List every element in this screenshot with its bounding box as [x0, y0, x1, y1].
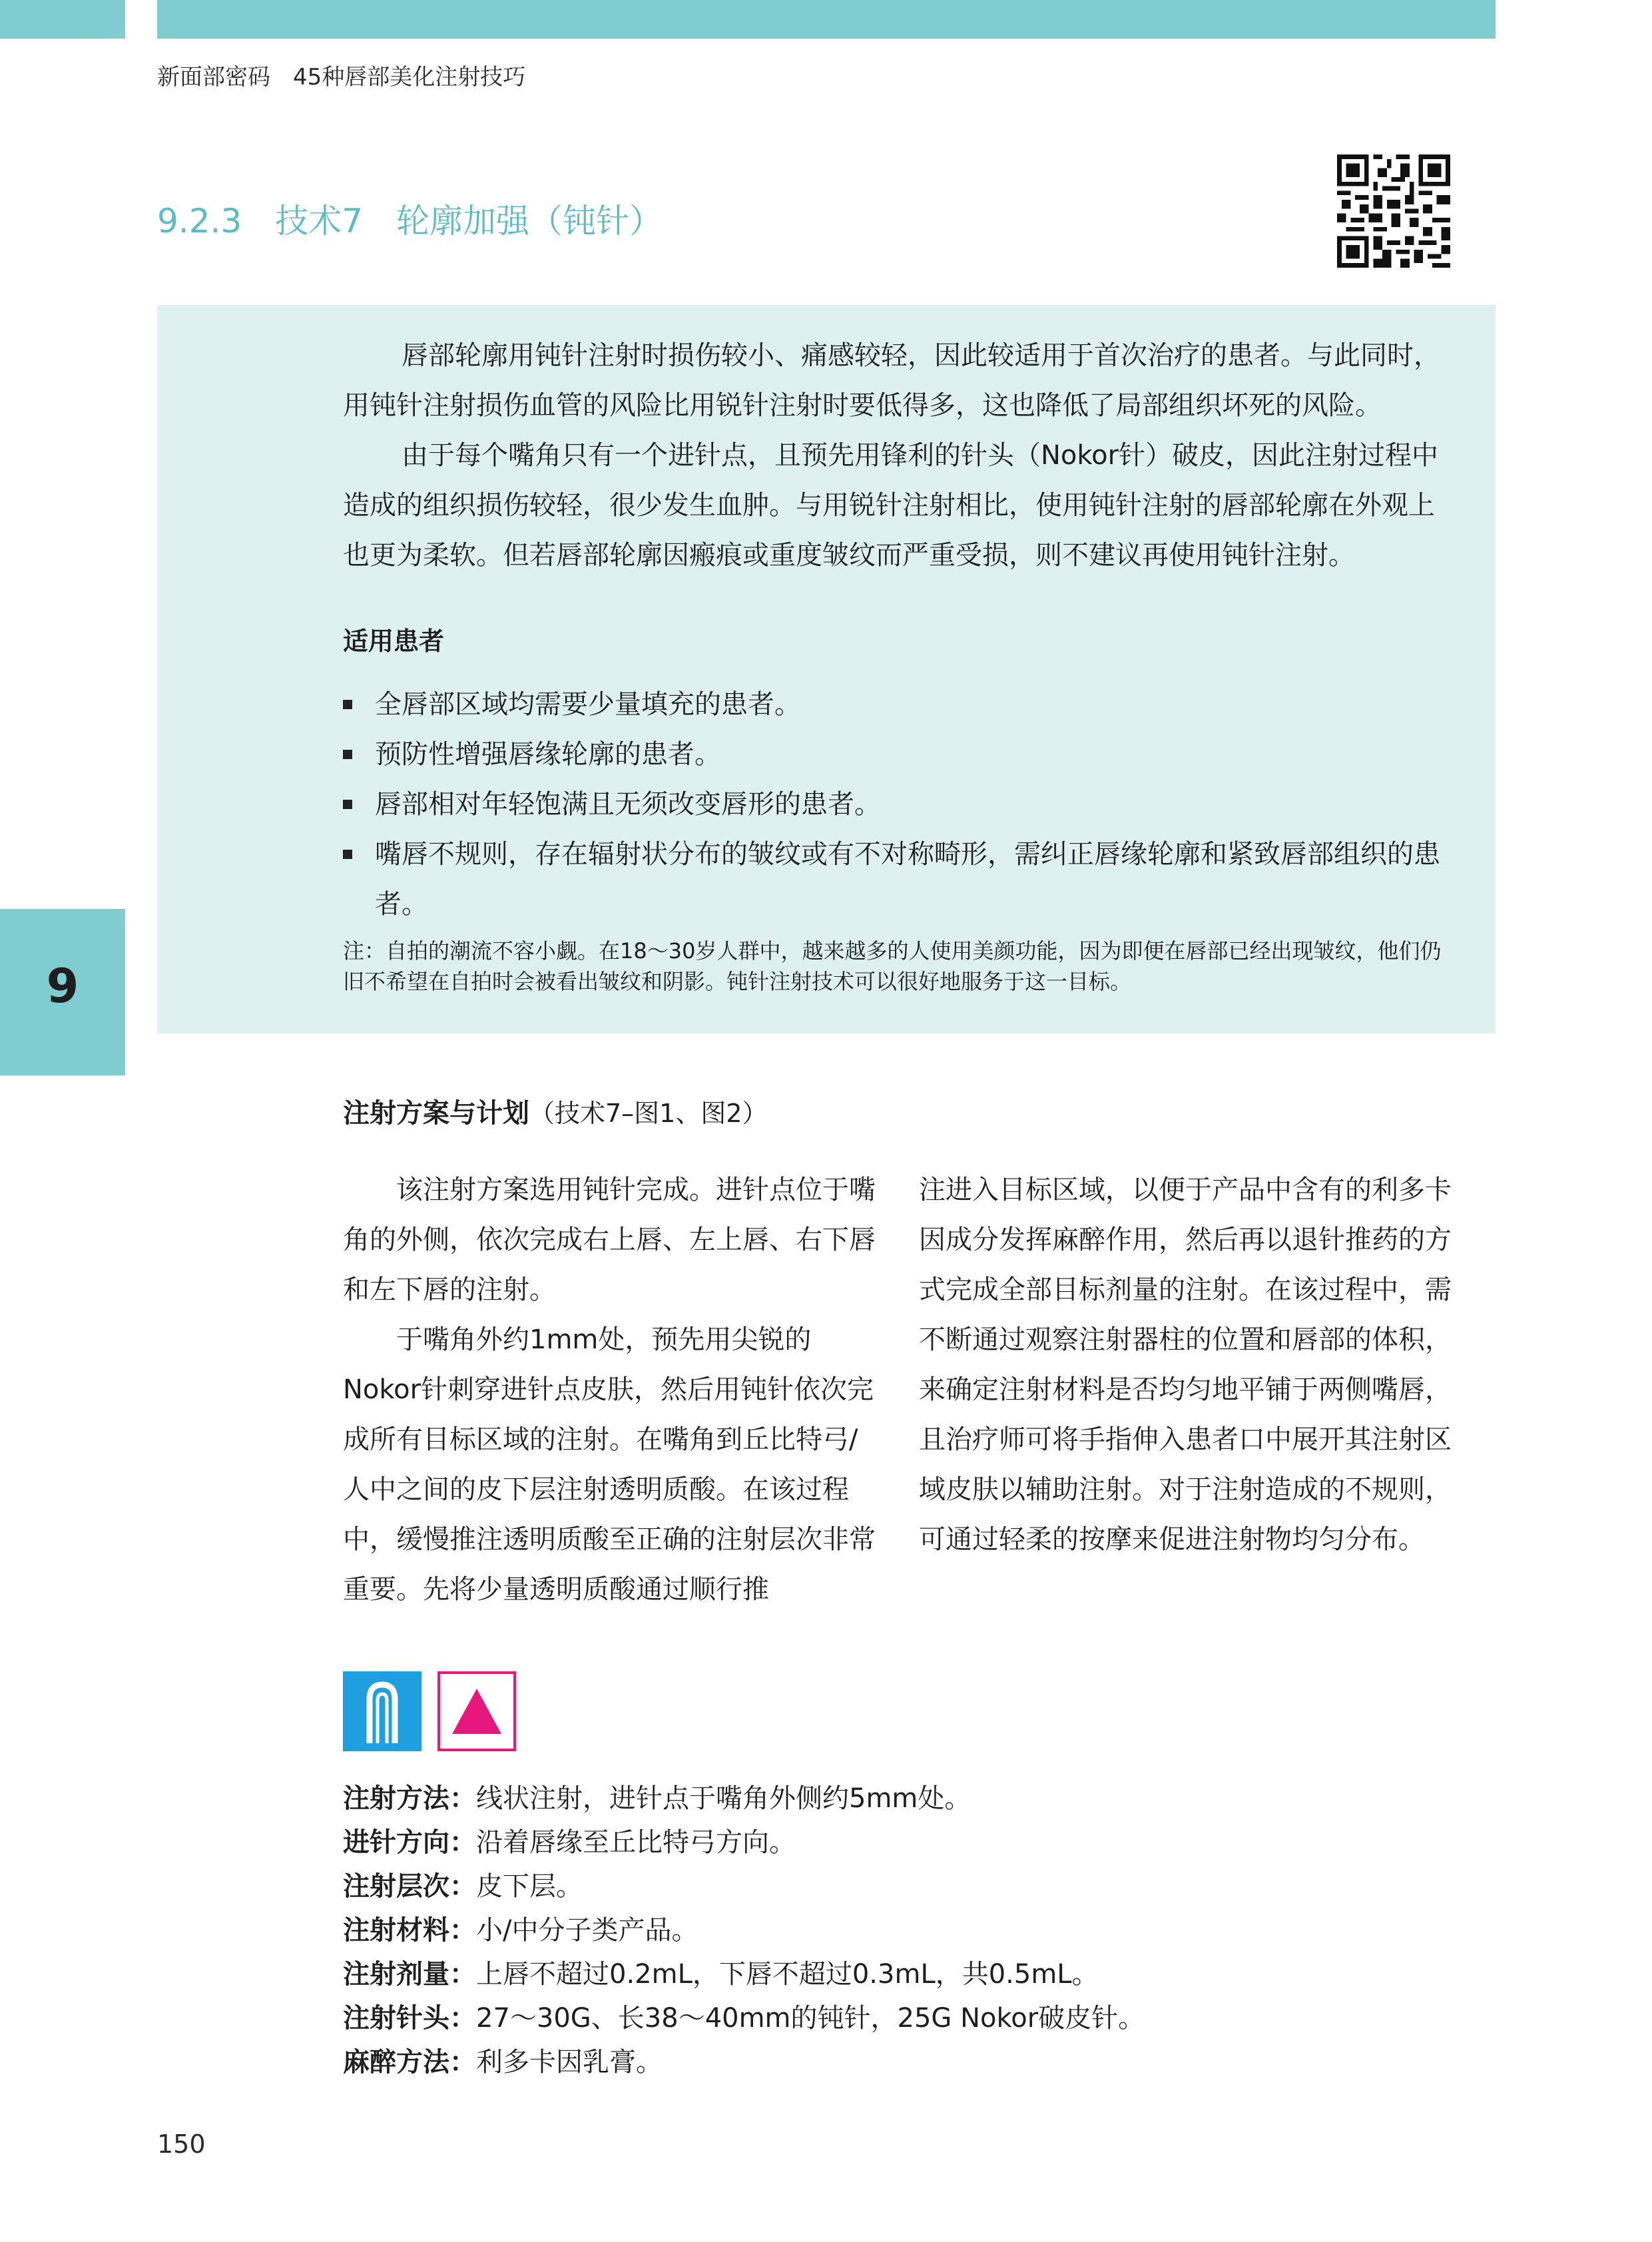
section-heading: 9.2.3 技术7 轮廓加强（钝针） — [157, 202, 663, 240]
spec-row: 注射材料：小/中分子类产品。 — [343, 1915, 698, 1946]
spec-row: 进针方向：沿着唇缘至丘比特弓方向。 — [343, 1827, 796, 1858]
spec-row: 注射层次：皮下层。 — [343, 1871, 583, 1902]
spec-row: 麻醉方法：利多卡因乳膏。 — [343, 2047, 663, 2078]
info-paragraph-2: 由于每个嘴角只有一个进针点，且预先用锋利的针头（Nokor针）破皮，因此注射过程中造成的组织损伤较轻，很少发生血肿。与用锐针注射相比，使用钝针注射的唇部轮廓在外观上也更为柔软。但若唇部轮廓因瘢痕或重度皱纹而严重受损，则不建议再使用钝针注射。 — [343, 440, 1439, 571]
bullet-square-icon — [343, 750, 352, 759]
plan-paragraph-3: 注进入目标区域，以便于产品中含有的利多卡因成分发挥麻醉作用，然后再以退针推药的方式完成全部目标剂量的注射。在该过程中，需不断通过观察注射器柱的位置和唇部的体积，来确定注射材料是否均匀地平铺于两侧嘴唇，且治疗师可将手指伸入患者口中展开其注射区域皮肤以辅助注射。对于注射造成的不规则，可通过轻柔的按摩来促进注射物均匀分布。 — [919, 1175, 1452, 1555]
top-left-band — [0, 0, 125, 39]
chapter-number: 9 — [46, 959, 79, 1013]
spec-row: 注射方法：线状注射，进针点于嘴角外侧约5mm处。 — [343, 1783, 971, 1814]
plan-paragraph-1: 该注射方案选用钝针完成。进针点位于嘴角的外侧，依次完成右上唇、左上唇、右下唇和左下唇的注射。 — [343, 1175, 876, 1305]
note-text: 注：自拍的潮流不容小觑。在18～30岁人群中，越来越多的人使用美颜功能，因为即便在唇部已经出现皱纹，他们仍旧不希望在自拍时会被看出皱纹和阴影。钝针注射技术可以很好地服务于这一目标。 — [343, 938, 1442, 994]
list-item: 嘴唇不规则，存在辐射状分布的皱纹或有不对称畸形，需纠正唇缘轮廓和紧致唇部组织的患者。 — [343, 830, 1442, 930]
bullet-square-icon — [343, 800, 352, 809]
page-number: 150 — [157, 2129, 206, 2159]
spec-row: 注射剂量：上唇不超过0.2mL，下唇不超过0.3mL，共0.5mL。 — [343, 1959, 1099, 1990]
top-right-band — [157, 0, 1496, 39]
plan-paragraph-2: 于嘴角外约1mm处，预先用尖锐的Nokor针刺穿进针点皮肤，然后用钝针依次完成所有目标区域的注射。在嘴角到丘比特弓/人中之间的皮下层注射透明质酸。在该过程中，缓慢推注透明质酸至正确的注射层次非常重要。先将少量透明质酸通过顺行推 — [343, 1324, 876, 1605]
qr-code-icon[interactable] — [1337, 154, 1450, 268]
list-item: 预防性增强唇缘轮廓的患者。 — [343, 730, 1442, 780]
suitable-patients-title: 适用患者 — [343, 627, 445, 656]
blunt-cannula-icon — [343, 1671, 421, 1751]
spec-row: 注射针头：27～30G、长38～40mm的钝针，25G Nokor破皮针。 — [343, 2003, 1145, 2034]
plan-heading-title: 注射方案与计划 — [343, 1098, 529, 1129]
running-header: 新面部密码 45种唇部美化注射技巧 — [157, 64, 526, 91]
plan-heading-figure-ref: （技术7–图1、图2） — [529, 1099, 768, 1128]
triangle-icon — [437, 1671, 516, 1751]
bullet-square-icon — [343, 700, 352, 709]
info-paragraph-1: 唇部轮廓用钝针注射时损伤较小、痛感较轻，因此较适用于首次治疗的患者。与此同时，用钝针注射损伤血管的风险比用锐针注射时要低得多，这也降低了局部组织坏死的风险。 — [343, 340, 1440, 421]
list-item: 全唇部区域均需要少量填充的患者。 — [343, 680, 1442, 730]
plan-heading — [343, 1092, 768, 1130]
bullet-square-icon — [343, 850, 352, 859]
list-item: 唇部相对年轻饱满且无须改变唇形的患者。 — [343, 780, 1442, 830]
